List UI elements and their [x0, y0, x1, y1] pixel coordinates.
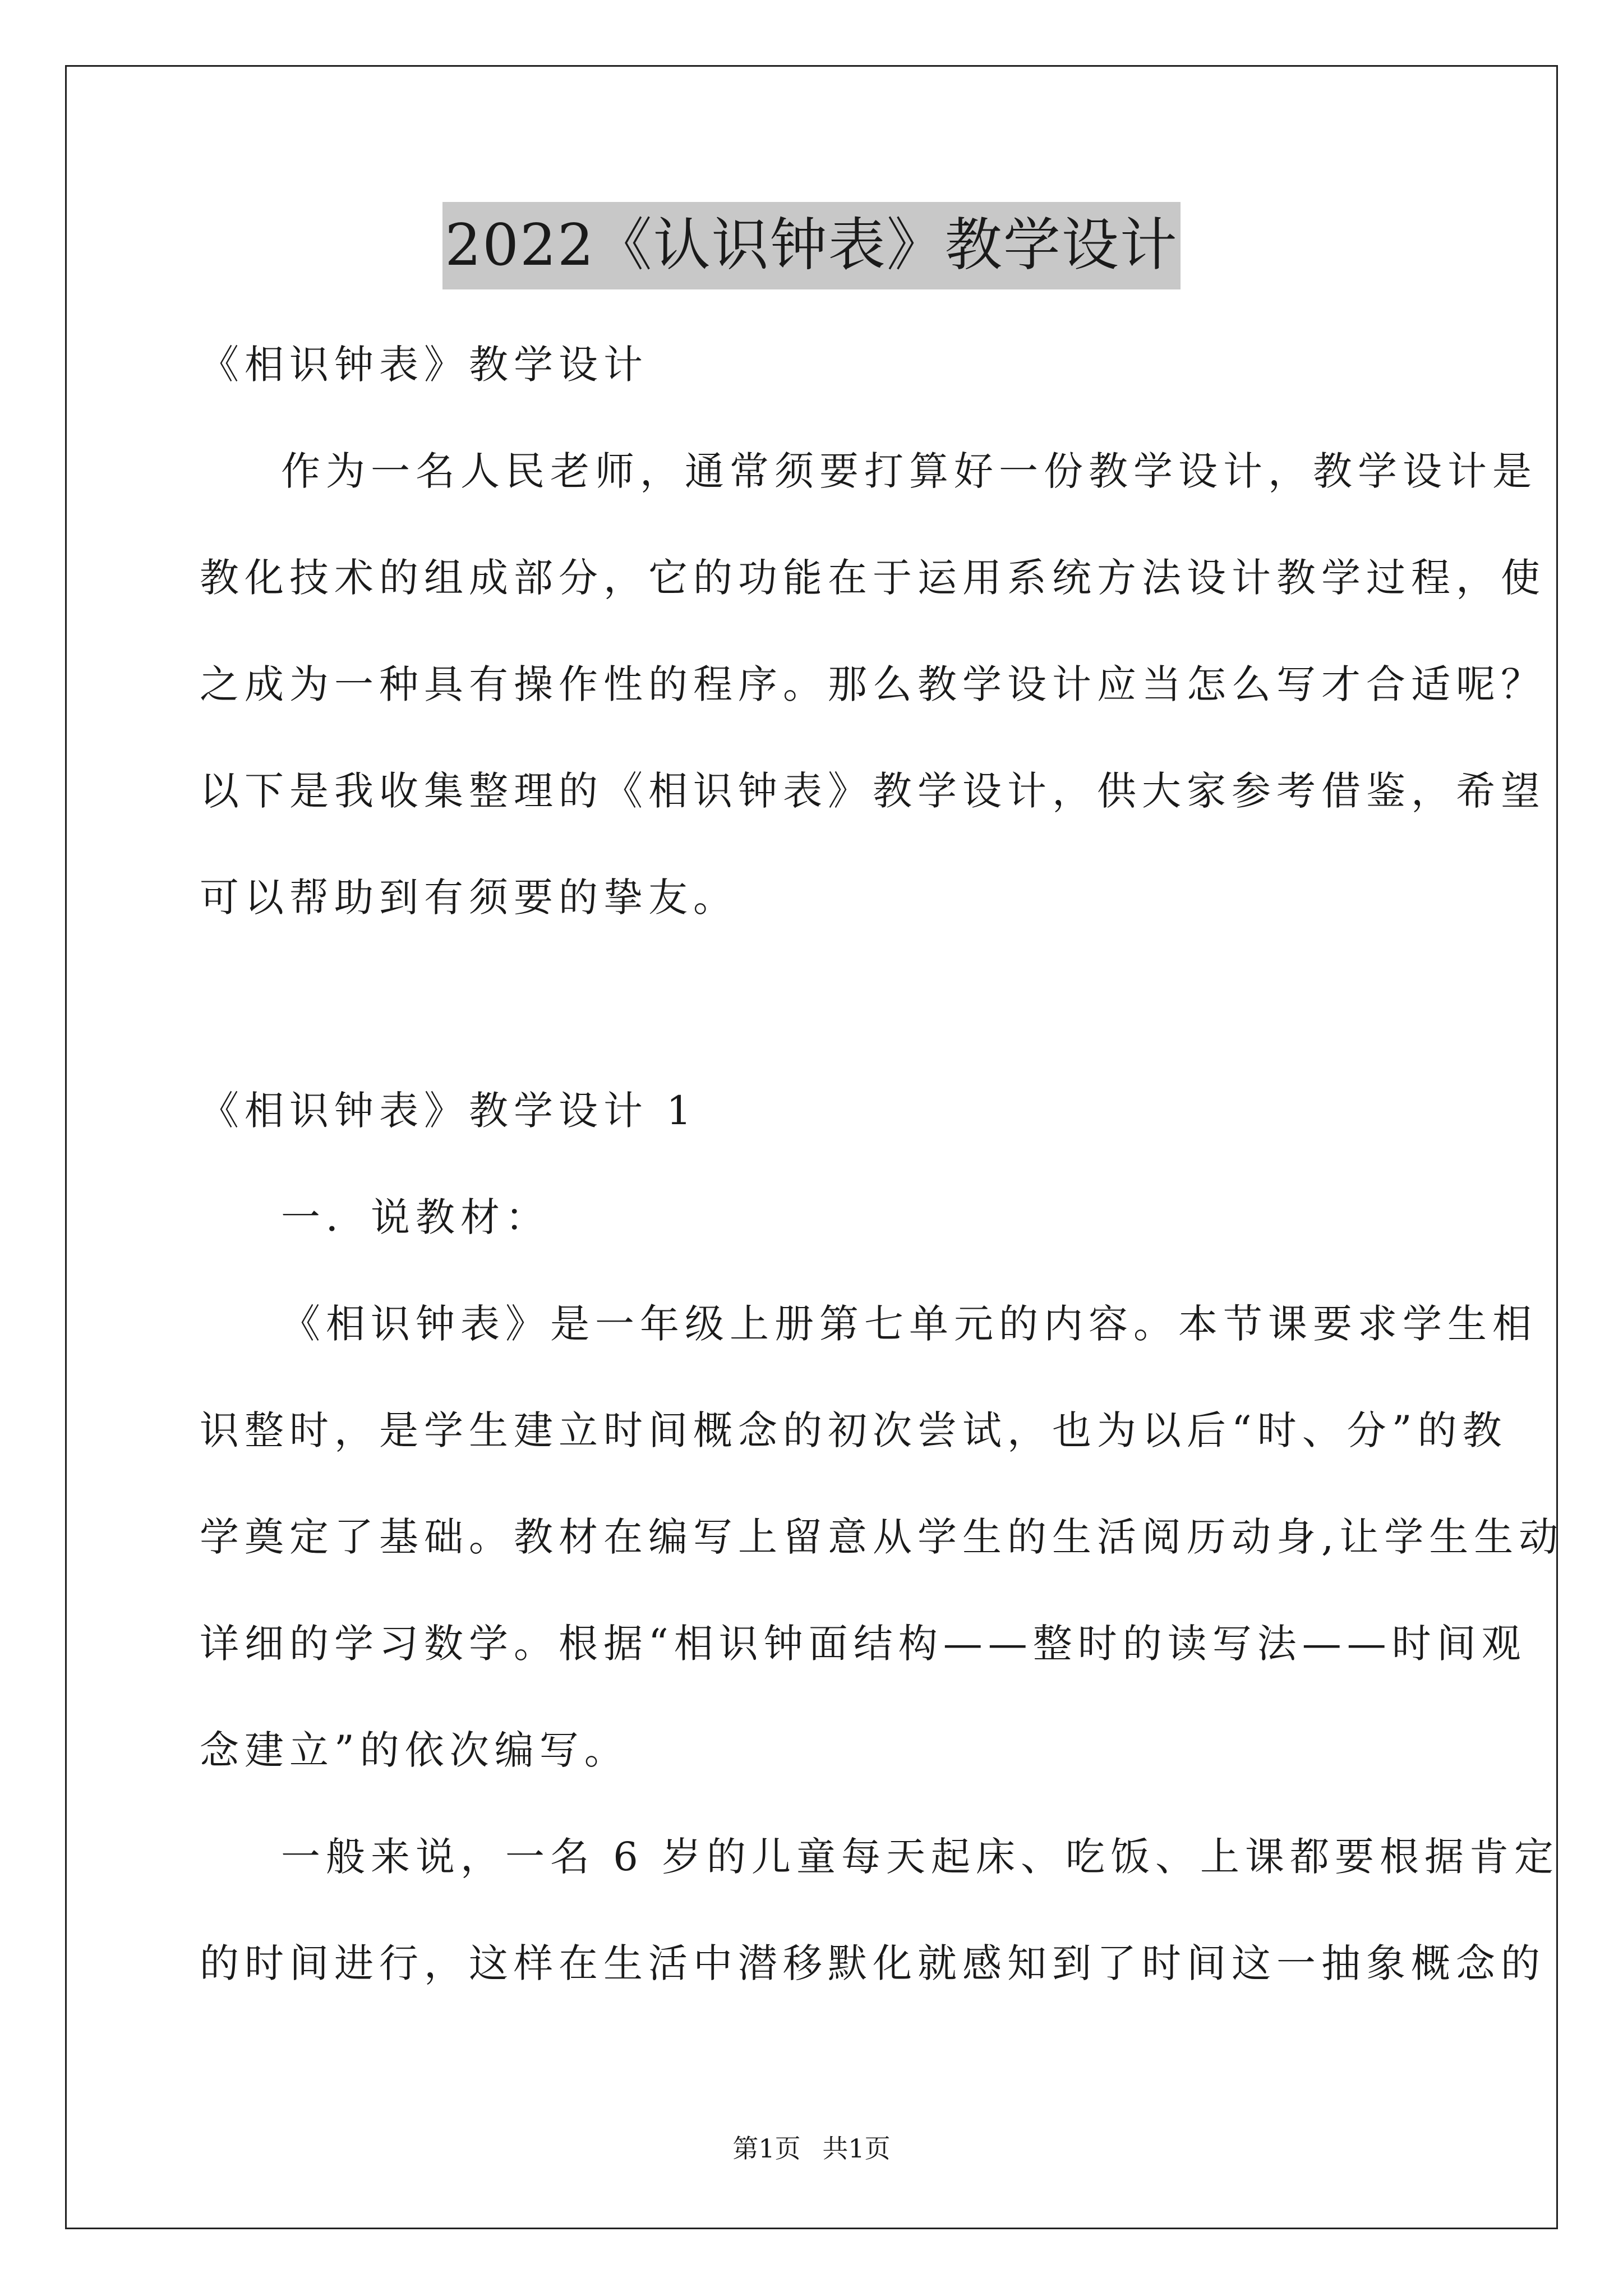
- section-heading: 《相识钟表》教学设计 1: [200, 1088, 697, 1134]
- paragraph-line: 一般来说，一名 6 岁的儿童每天起床、吃饭、上课都要根据肯定: [281, 1834, 1560, 1880]
- paragraph-line: 学奠定了基础。教材在编写上留意从学生的生活阅历动身,让学生生动: [200, 1514, 1564, 1560]
- paragraph-line: 念建立”的依次编写。: [200, 1727, 629, 1773]
- document-body: [200, 311, 1564, 2017]
- paragraph-line: 详细的学习数学。根据“相识钟面结构——整时的读写法——时间观: [200, 1621, 1527, 1667]
- doc-subtitle: 《相识钟表》教学设计: [200, 342, 648, 388]
- title-container: [0, 202, 1623, 289]
- paragraph-line: 的时间进行，这样在生活中潜移默化就感知到了时间这一抽象概念的: [200, 1940, 1546, 1986]
- paragraph-line: 作为一名人民老师，通常须要打算好一份教学设计，教学设计是: [281, 448, 1537, 494]
- page-footer: [0, 2132, 1623, 2165]
- paragraph-line: 可以帮助到有须要的挚友。: [200, 875, 738, 921]
- paragraph-line: 识整时，是学生建立时间概念的初次尝试，也为以后“时、分”的教: [200, 1407, 1507, 1453]
- paragraph-line: 教化技术的组成部分，它的功能在于运用系统方法设计教学过程，使: [200, 555, 1546, 601]
- page-number: 第1页: [732, 2133, 801, 2164]
- subsection-heading: 一．说教材：: [281, 1194, 550, 1240]
- document-title: 2022《认识钟表》教学设计: [442, 202, 1181, 289]
- blank-line: [200, 951, 1433, 1057]
- paragraph-line: 以下是我收集整理的《相识钟表》教学设计，供大家参考借鉴，希望: [200, 768, 1546, 814]
- page-total: 共1页: [822, 2133, 891, 2164]
- paragraph-line: 之成为一种具有操作性的程序。那么教学设计应当怎么写才合适呢？: [200, 661, 1546, 707]
- paragraph-line: 《相识钟表》是一年级上册第七单元的内容。本节课要求学生相: [281, 1301, 1537, 1347]
